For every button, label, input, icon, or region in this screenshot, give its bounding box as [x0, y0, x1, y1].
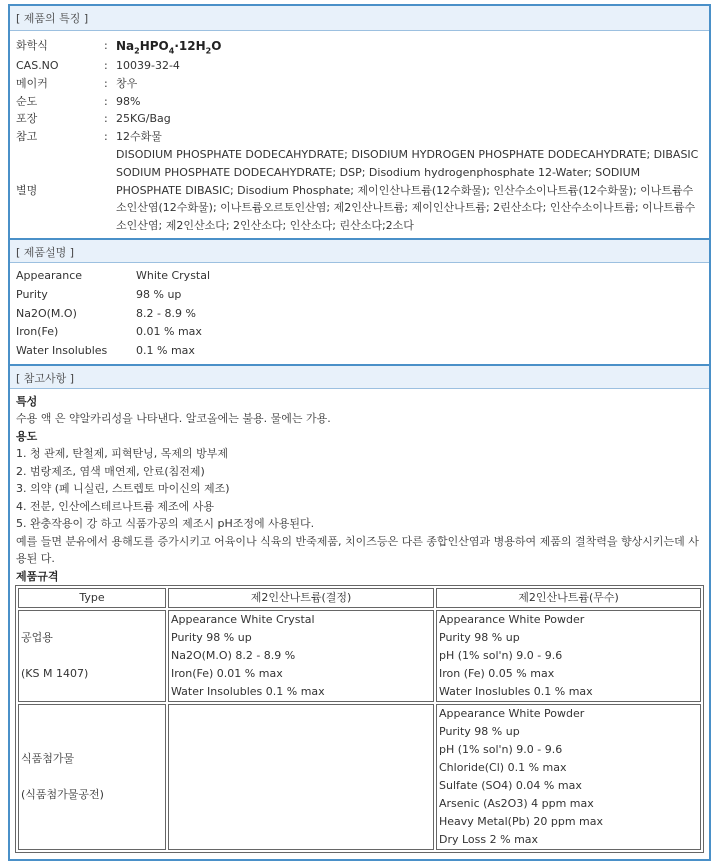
desc-row: Water Insolubles 0.1 % max — [16, 344, 195, 358]
usage-note: 예를 들면 분유에서 용해도를 증가시키고 어육이나 식육의 반죽제품, 치이즈등은 다른 종합인산염과 병용하여 제품의 결착력을 향상시키는데 사용된 다. — [16, 534, 699, 566]
industrial-crystal-spec: Appearance White Crystal Purity 98 % up Na2O(M.O) 8.2 - 8.9 % Iron(Fe) 0.01 % max Water Insolubles 0.1 % max — [168, 610, 434, 702]
desc-row: Appearance White Crystal — [16, 268, 211, 282]
industrial-anhydrous-spec: Appearance White Powder Purity 98 % up pH (1% sol'n) 9.0 - 9.6 Iron (Fe) 0.05 % max Water Inoslubles 0.1 % max — [436, 610, 701, 702]
spec-table — [15, 585, 704, 853]
features-section — [10, 31, 709, 238]
industrial-row — [18, 610, 701, 702]
colon: : — [104, 112, 108, 126]
product-info-panel — [8, 4, 711, 861]
type-header: Type — [18, 588, 166, 608]
colon: : — [104, 76, 108, 90]
uses-title: 용도 — [16, 429, 38, 443]
colon: : — [104, 130, 108, 144]
maker-row — [16, 75, 703, 93]
colon: : — [104, 94, 108, 108]
purity-label: 순도 — [16, 94, 38, 108]
industrial-type: 공업용 (KS M 1407) — [18, 610, 166, 702]
use-item: 4. 전분, 인산에스테르나트륨 제조에 사용 — [16, 499, 214, 513]
maker-label: 메이커 — [16, 76, 48, 90]
alias-value: DISODIUM PHOSPHATE DODECAHYDRATE; DISODIUM HYDROGEN PHOSPHATE DODECAHYDRATE; DIBASIC SODIUM PHOSPHATE DODECAHYDRATE; DSP; Disodium hydrogenphosphate 12-Water; SODIUM PHOSPHATE DIBASIC; Disodium Phosphate; 제이인산나트륨(12수화물); 인산수소이나트륨(12수화물); 이나트륨수소인산염(12수화물); 이나트륨오르토인산염; 제2인산나트륨; 제이인산나트륨; 2린산소다; 인산수소이나트륨; 이나트륨수소인산염; 제2인산소다; 2인산소다; 인산소다; 린산소다;2소다 — [116, 147, 699, 233]
use-item: 5. 완충작용이 강 하고 식품가공의 제조시 pH조정에 사용된다. — [16, 517, 315, 531]
reference-section — [10, 389, 709, 859]
cas-row — [16, 57, 703, 75]
desc-row: Purity 98 % up — [16, 287, 182, 301]
purity-row — [16, 93, 703, 111]
cas-label: CAS.NO — [16, 59, 59, 72]
desc-row: Iron(Fe) 0.01 % max — [16, 325, 202, 339]
note-value: 12수화물 — [116, 130, 162, 144]
traits-text: 수용 액 은 약알카리성을 나타낸다. 알코올에는 불용. 물에는 가용. — [16, 412, 331, 426]
alias-row — [16, 146, 703, 235]
colon: : — [104, 59, 108, 72]
anhydrous-header: 제2인산나트륨(무수) — [436, 588, 701, 608]
traits-title: 특성 — [16, 394, 38, 408]
maker-value: 창우 — [116, 76, 138, 90]
colon: : — [104, 39, 108, 52]
purity-value: 98% — [116, 94, 141, 108]
food-crystal-spec — [168, 704, 434, 850]
cas-value: 10039-32-4 — [116, 59, 180, 72]
crystal-header: 제2인산나트륨(결정) — [168, 588, 434, 608]
packaging-row — [16, 110, 703, 128]
use-item: 3. 의약 (페 니실린, 스트렙토 마이신의 제조) — [16, 482, 230, 496]
description-header: [ 제품설명 ] — [10, 238, 709, 263]
use-item: 2. 범랑제조, 염색 매연제, 안료(침전제) — [16, 464, 205, 478]
packaging-value: 25KG/Bag — [116, 112, 171, 126]
food-type: 식품첨가물 (식품첨가물공전) — [18, 704, 166, 850]
alias-label: 별명 — [16, 183, 38, 197]
formula-row — [16, 35, 703, 57]
food-row — [18, 704, 701, 850]
note-label: 참고 — [16, 130, 38, 144]
spec-title: 제품규격 — [16, 569, 59, 583]
formula-value: $Na_2HPO_4\cdot 12H_2O$ — [116, 39, 222, 56]
features-header: [ 제품의 특징 ] — [10, 6, 709, 31]
description-section — [10, 263, 709, 364]
note-row — [16, 128, 703, 146]
packaging-label: 포장 — [16, 112, 38, 126]
reference-header: [ 참고사항 ] — [10, 364, 709, 389]
food-anhydrous-spec: Appearance White Powder Purity 98 % up pH (1% sol'n) 9.0 - 9.6 Chloride(Cl) 0.1 % max Sulfate (SO4) 0.04 % max Arsenic (As2O3) 4 ppm max Heavy Metal(Pb) 20 ppm max Dry Loss 2 % max — [436, 704, 701, 850]
desc-row: Na2O(M.O) 8.2 - 8.9 % — [16, 306, 196, 320]
formula-label: 화학식 — [16, 39, 48, 52]
use-item: 1. 청 관제, 탄철제, 피혁탄닝, 목제의 방부제 — [16, 447, 228, 461]
